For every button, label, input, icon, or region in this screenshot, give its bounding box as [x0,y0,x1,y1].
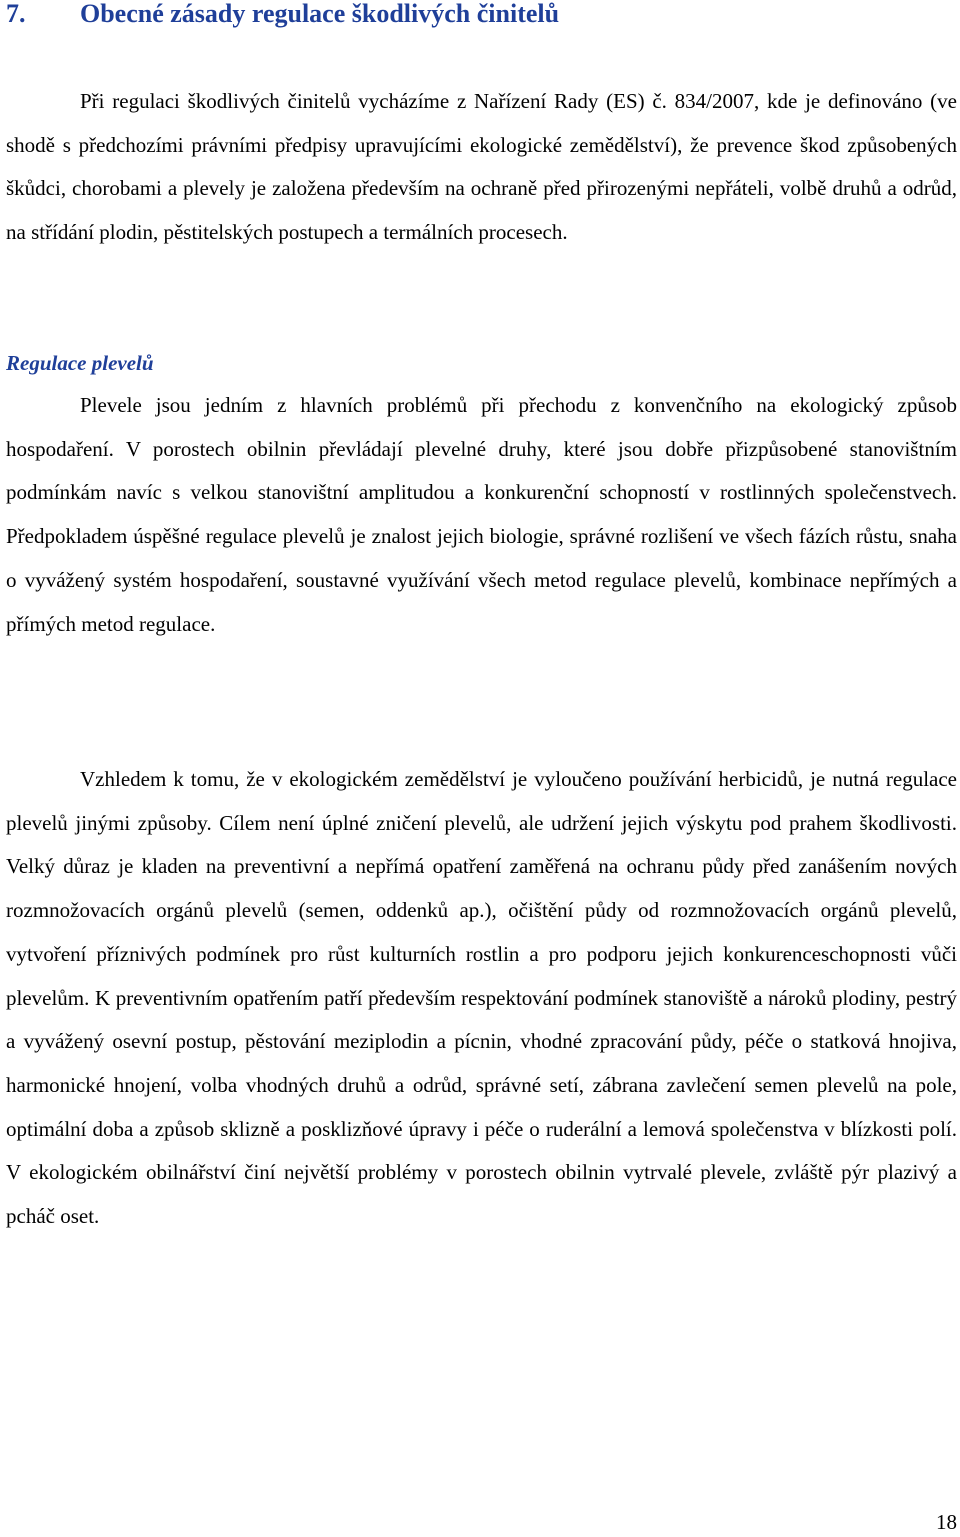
subsection-title: Regulace plevelů [6,351,154,375]
section-title: Obecné zásady regulace škodlivých činitelů [80,0,560,28]
section-heading [6,0,559,30]
intro-paragraph: Při regulaci škodlivých činitelů vycházíme z Nařízení Rady (ES) č. 834/2007, kde je definováno (ve shodě s předchozími právními předpisy upravujícími ekologické zemědělství), že prevence škod způsobených škůdci, chorobami a plevely je založena především na ochraně před přirozenými nepřáteli, volbě druhů a odrůd, na střídání plodin, pěstitelských postupech a termálních procesech. [6,89,957,245]
section-number: 7. [6,0,26,28]
prevention-paragraph: Vzhledem k tomu, že v ekologickém zemědělství je vyloučeno používání herbicidů, je nutná regulace plevelů jinými způsoby. Cílem není úplné zničení plevelů, ale udržení jejich výskytu pod prahem škodlivosti. Velký důraz je kladen na preventivní a nepřímá opatření zaměřená na ochranu půdy před zanášením nových rozmnožovacích orgánů plevelů (semen, oddenků ap.), očištění půdy od rozmnožovacích orgánů plevelů, vytvoření příznivých podmínek pro růst kulturních rostlin a pro podporu jejich konkurenceschopnosti vůči plevelům. K preventivním opatřením patří především respektování podmínek stanoviště a nároků plodiny, pestrý a vyvážený osevní postup, pěstování meziplodin a pícnin, vhodné zpracování půdy, péče o statková hnojiva, harmonické hnojení, volba vhodných druhů a odrůd, správné setí, zábrana zavlečení semen plevelů na pole, optimální doba a způsob sklizně a posklizňové úpravy i péče o ruderální a lemová společenstva v blízkosti polí. V ekologickém obilnářství činí největší problémy v porostech obilnin vytrvalé plevele, zvláště pýr plazivý a pcháč oset. [6,767,957,1229]
page-number: 18 [936,1510,957,1534]
weeds-paragraph: Plevele jsou jedním z hlavních problémů při přechodu z konvenčního na ekologický způsob hospodaření. V porostech obilnin převládají plevelné druhy, které jsou dobře přizpůsobené stanovištním podmínkám navíc s velkou stanovištní amplitudou a konkurenční schopností v rostlinných společenstvech. Předpokladem úspěšné regulace plevelů je znalost jejich biologie, správné rozlišení ve všech fázích růstu, snaha o vyvážený systém hospodaření, soustavné využívání všech metod regulace plevelů, kombinace nepřímých a přímých metod regulace. [6,393,957,636]
